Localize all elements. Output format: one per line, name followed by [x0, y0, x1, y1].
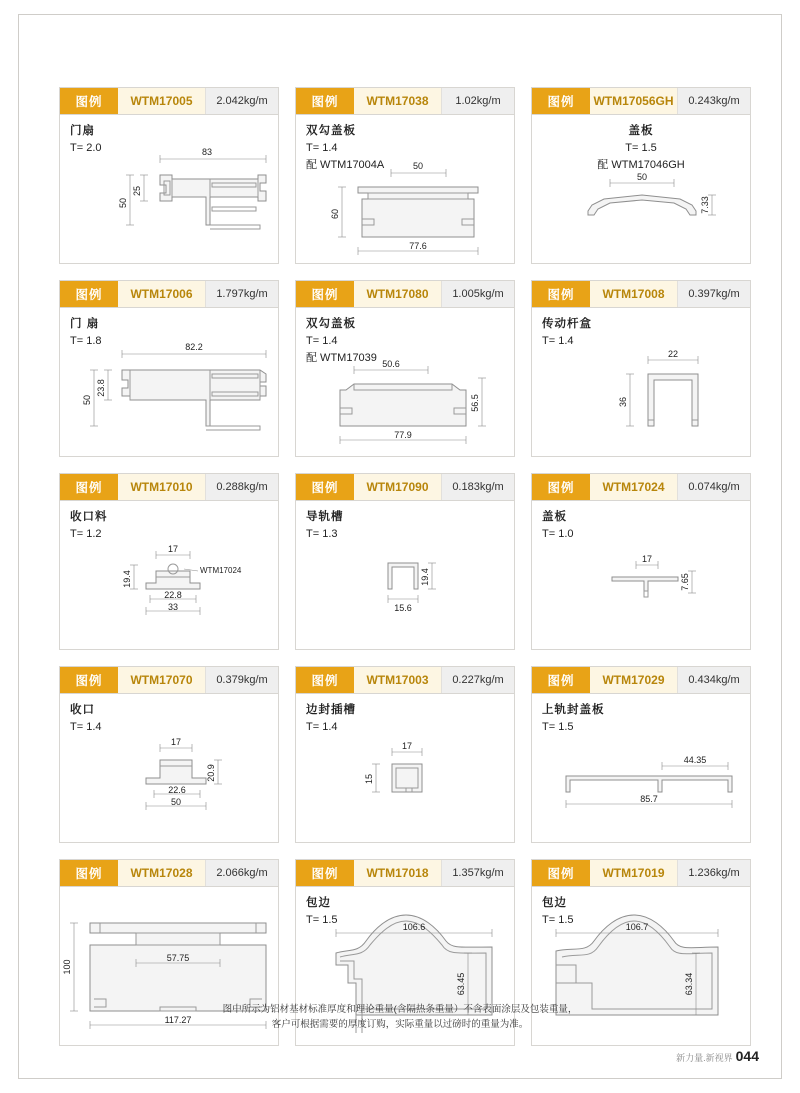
profile-config: 配 WTM17004A: [306, 159, 385, 171]
profile-code: WTM17070: [118, 667, 205, 693]
cell-body: [296, 308, 514, 456]
footer-line-2: 客户可根据需要的厚度订购，实际重量以过磅时的重量为准。: [271, 1019, 529, 1030]
legend-label: 图例: [60, 88, 118, 114]
cell-header: [296, 474, 514, 501]
dim-label: 63.45: [456, 972, 466, 996]
dim-label: 7.65: [680, 573, 690, 591]
dim-label: 20.9: [206, 764, 216, 782]
profile-code: WTM17005: [118, 88, 205, 114]
profile-drawing: [296, 115, 516, 263]
dim-label: 60: [330, 208, 340, 220]
dim-label: 17: [170, 737, 182, 747]
profile-drawing: [296, 501, 516, 649]
profile-cell[interactable]: [59, 666, 279, 843]
profile-row: [59, 666, 751, 843]
profile-weight: 0.183kg/m: [441, 474, 514, 500]
profile-weight: 1.02kg/m: [441, 88, 514, 114]
profile-code: WTM17018: [354, 860, 441, 886]
cell-header: [532, 667, 750, 694]
legend-label: 图例: [532, 474, 590, 500]
profile-code: WTM17028: [118, 860, 205, 886]
page-number: [676, 1048, 759, 1064]
legend-label: 图例: [296, 474, 354, 500]
profile-code: WTM17056GH: [590, 88, 677, 114]
profile-drawing: [60, 115, 280, 263]
profile-name: 门 扇: [70, 318, 100, 330]
profile-name: 双勾盖板: [306, 125, 356, 137]
profile-name: 导轨槽: [306, 511, 344, 523]
dim-label: 25: [132, 185, 142, 197]
footer-note: [19, 1002, 781, 1032]
dim-label: 15.6: [394, 603, 412, 613]
dim-label: 33: [167, 602, 179, 612]
profile-name: 双勾盖板: [306, 318, 356, 330]
dim-label: 19.4: [122, 570, 132, 588]
profile-weight: 1.797kg/m: [205, 281, 278, 307]
dim-label: 50.6: [382, 359, 400, 369]
dim-label: 23.8: [96, 379, 106, 397]
profile-weight: 0.379kg/m: [205, 667, 278, 693]
page-border: [18, 14, 782, 1079]
profile-thickness: T= 1.5: [542, 914, 574, 926]
profile-thickness: T= 1.4: [306, 335, 338, 347]
dim-label: 83: [201, 147, 213, 157]
legend-label: 图例: [532, 667, 590, 693]
profile-code: WTM17024: [590, 474, 677, 500]
profile-name: 包边: [542, 897, 567, 909]
dim-label: 117.27: [164, 1015, 192, 1025]
profile-code: WTM17090: [354, 474, 441, 500]
cell-body: [532, 308, 750, 456]
dim-label: 17: [401, 741, 413, 751]
profile-row: [59, 473, 751, 650]
profile-cell[interactable]: [59, 87, 279, 264]
profile-name: 上轨封盖板: [542, 704, 605, 716]
profile-cell[interactable]: [531, 666, 751, 843]
dim-label: 100: [62, 959, 72, 975]
dim-label: 50: [118, 197, 128, 209]
cell-header: [532, 88, 750, 115]
profile-cell[interactable]: [531, 280, 751, 457]
dim-label: 36: [618, 396, 628, 408]
profile-cell[interactable]: [295, 280, 515, 457]
legend-label: 图例: [60, 281, 118, 307]
dim-label: 106.7: [625, 922, 649, 932]
profile-drawing: [296, 694, 516, 842]
dim-label: 15: [364, 773, 374, 785]
cell-header: [60, 474, 278, 501]
profile-weight: 0.397kg/m: [677, 281, 750, 307]
dim-label: 17: [167, 544, 179, 554]
profile-grid: [59, 87, 751, 1062]
profile-weight: 0.227kg/m: [441, 667, 514, 693]
profile-cell[interactable]: [59, 280, 279, 457]
profile-row: [59, 280, 751, 457]
profile-code: WTM17003: [354, 667, 441, 693]
profile-drawing: [60, 308, 280, 456]
profile-drawing: [532, 115, 752, 263]
profile-code: WTM17019: [590, 860, 677, 886]
cell-body: [60, 501, 278, 649]
profile-name: 传动杆盒: [542, 318, 592, 330]
profile-code: WTM17038: [354, 88, 441, 114]
dim-label: 19.4: [420, 568, 430, 586]
legend-label: 图例: [296, 860, 354, 886]
profile-weight: 0.288kg/m: [205, 474, 278, 500]
profile-name: 盖板: [542, 511, 567, 523]
profile-drawing: [60, 501, 280, 649]
profile-thickness: T= 1.5: [542, 721, 574, 733]
dim-label: 85.7: [640, 794, 658, 804]
profile-weight: 0.243kg/m: [677, 88, 750, 114]
dim-label: 82.2: [185, 342, 203, 352]
cell-body: [532, 501, 750, 649]
profile-code: WTM17080: [354, 281, 441, 307]
dim-label: 57.75: [166, 953, 190, 963]
dim-label: 22.8: [164, 590, 182, 600]
profile-thickness: T= 1.4: [306, 142, 338, 154]
cell-body: [296, 115, 514, 263]
profile-weight: 0.074kg/m: [677, 474, 750, 500]
cell-header: [60, 860, 278, 887]
profile-name: 包边: [306, 897, 331, 909]
profile-weight: 1.236kg/m: [677, 860, 750, 886]
cell-header: [532, 860, 750, 887]
legend-label: 图例: [60, 474, 118, 500]
legend-label: 图例: [296, 88, 354, 114]
profile-name: 盖板: [628, 125, 654, 137]
dim-label: 77.6: [409, 241, 427, 251]
cell-body: [296, 501, 514, 649]
dim-label: 44.35: [683, 755, 707, 765]
profile-thickness: T= 1.4: [70, 721, 102, 733]
legend-label: 图例: [532, 860, 590, 886]
dim-label: 7.33: [700, 196, 710, 214]
profile-code: WTM17010: [118, 474, 205, 500]
legend-label: 图例: [532, 88, 590, 114]
profile-cell[interactable]: [531, 87, 751, 264]
profile-thickness: T= 1.5: [625, 142, 657, 154]
profile-config: 配 WTM17046GH: [597, 159, 685, 171]
profile-row: [59, 87, 751, 264]
cell-header: [532, 281, 750, 308]
profile-weight: 2.042kg/m: [205, 88, 278, 114]
profile-thickness: T= 1.0: [542, 528, 574, 540]
profile-weight: 1.005kg/m: [441, 281, 514, 307]
profile-code: WTM17029: [590, 667, 677, 693]
legend-label: 图例: [296, 667, 354, 693]
profile-drawing: [532, 501, 752, 649]
profile-config: 配 WTM17039: [306, 352, 377, 364]
profile-drawing: [296, 308, 516, 456]
dim-label: 50: [636, 172, 648, 182]
cell-header: [296, 281, 514, 308]
profile-weight: 2.066kg/m: [205, 860, 278, 886]
cell-header: [296, 88, 514, 115]
page-number-value: 044: [735, 1048, 759, 1064]
cell-header: [60, 281, 278, 308]
profile-weight: 0.434kg/m: [677, 667, 750, 693]
profile-name: 收口: [70, 704, 95, 716]
profile-thickness: T= 1.4: [542, 335, 574, 347]
profile-thickness: T= 1.2: [70, 528, 102, 540]
profile-thickness: T= 1.8: [70, 335, 102, 347]
dim-label: 77.9: [394, 430, 412, 440]
legend-label: 图例: [60, 860, 118, 886]
dim-label: 22.6: [168, 785, 186, 795]
cell-header: [60, 667, 278, 694]
dim-label: 106.6: [402, 922, 426, 932]
legend-label: 图例: [60, 667, 118, 693]
cell-header: [296, 667, 514, 694]
cell-header: [60, 88, 278, 115]
profile-cell[interactable]: [531, 473, 751, 650]
dim-label: 63.34: [684, 972, 694, 996]
profile-name: 门扇: [70, 125, 95, 137]
dim-label: 50: [170, 797, 182, 807]
profile-cell[interactable]: [59, 473, 279, 650]
dim-label: 17: [641, 554, 653, 564]
profile-name: 收口料: [70, 511, 108, 523]
profile-cell[interactable]: [295, 87, 515, 264]
profile-thickness: T= 2.0: [70, 142, 102, 154]
profile-drawing: [532, 694, 752, 842]
dim-label: 22: [667, 349, 679, 359]
cell-body: [60, 308, 278, 456]
profile-drawing: [60, 694, 280, 842]
profile-weight: 1.357kg/m: [441, 860, 514, 886]
profile-name: 边封插槽: [306, 704, 356, 716]
dim-label: WTM17024: [200, 566, 242, 575]
legend-label: 图例: [532, 281, 590, 307]
profile-thickness: T= 1.5: [306, 914, 338, 926]
cell-body: [60, 115, 278, 263]
cell-body: [60, 694, 278, 842]
cell-body: [532, 694, 750, 842]
profile-code: WTM17008: [590, 281, 677, 307]
cell-header: [296, 860, 514, 887]
profile-code: WTM17006: [118, 281, 205, 307]
footer-line-1: 图中所示为铝材基材标准厚度和理论重量(含隔热条重量）不含表面涂层及包装重量，: [222, 1004, 578, 1015]
dim-label: 56.5: [470, 394, 480, 412]
legend-label: 图例: [296, 281, 354, 307]
profile-drawing: [532, 308, 752, 456]
profile-cell[interactable]: [295, 473, 515, 650]
profile-thickness: T= 1.4: [306, 721, 338, 733]
cell-header: [532, 474, 750, 501]
dim-label: 50: [82, 394, 92, 406]
dim-label: 50: [412, 161, 424, 171]
brand-text: 新力量.新视界: [676, 1053, 733, 1063]
cell-body: [532, 115, 750, 263]
profile-thickness: T= 1.3: [306, 528, 338, 540]
cell-body: [296, 694, 514, 842]
profile-cell[interactable]: [295, 666, 515, 843]
